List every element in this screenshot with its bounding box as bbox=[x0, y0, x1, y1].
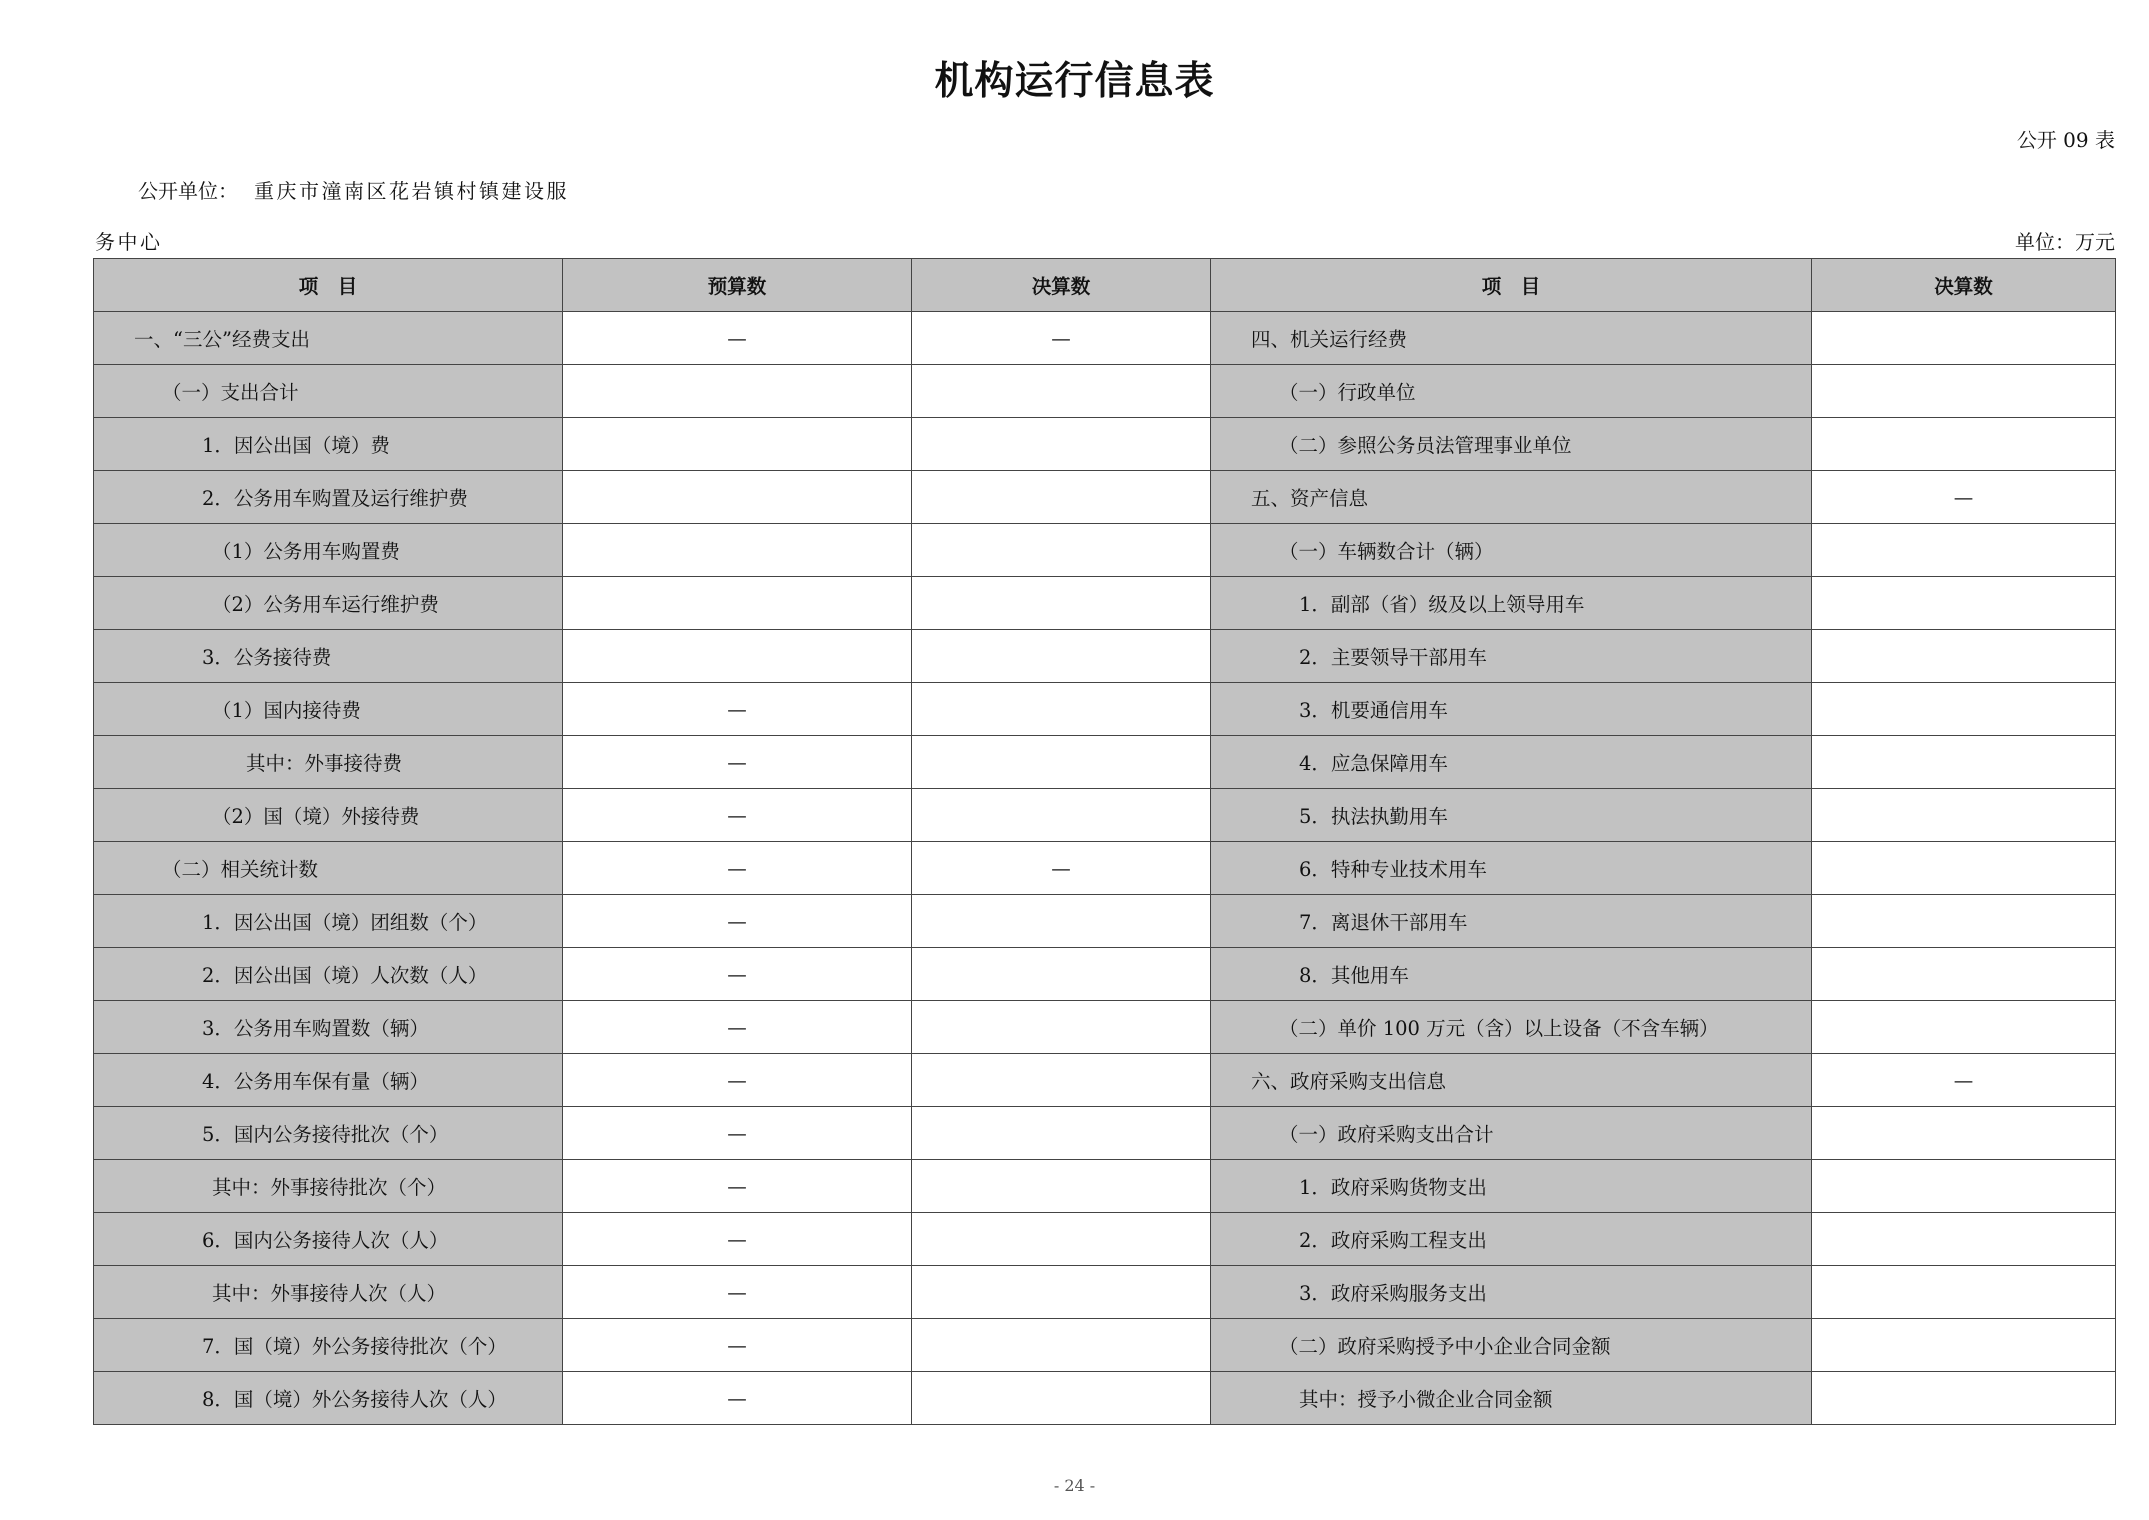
budget-cell: — bbox=[563, 683, 912, 736]
right-final-cell bbox=[1812, 1213, 2116, 1266]
right-item: 五、资产信息 bbox=[1211, 471, 1812, 524]
left-item: （1）公务用车购置费 bbox=[94, 524, 563, 577]
table-row bbox=[94, 1266, 2116, 1319]
right-final-cell bbox=[1812, 1319, 2116, 1372]
right-final-cell bbox=[1812, 789, 2116, 842]
right-final-cell bbox=[1812, 577, 2116, 630]
header-final-right: 决算数 bbox=[1812, 259, 2116, 312]
final-cell bbox=[912, 471, 1211, 524]
final-cell bbox=[912, 418, 1211, 471]
final-cell bbox=[912, 1001, 1211, 1054]
table-row bbox=[94, 1213, 2116, 1266]
right-item: 2．主要领导干部用车 bbox=[1211, 630, 1812, 683]
final-cell: — bbox=[912, 312, 1211, 365]
table-row bbox=[94, 1001, 2116, 1054]
table-row bbox=[94, 418, 2116, 471]
table-row bbox=[94, 736, 2116, 789]
left-item: 其中：外事接待批次（个） bbox=[94, 1160, 563, 1213]
table-row bbox=[94, 1319, 2116, 1372]
budget-cell: — bbox=[563, 1054, 912, 1107]
left-item: （二）相关统计数 bbox=[94, 842, 563, 895]
left-item: 其中：外事接待人次（人） bbox=[94, 1266, 563, 1319]
right-item: 四、机关运行经费 bbox=[1211, 312, 1812, 365]
table-row bbox=[94, 630, 2116, 683]
final-cell bbox=[912, 789, 1211, 842]
left-item: 1．因公出国（境）费 bbox=[94, 418, 563, 471]
right-final-cell bbox=[1812, 736, 2116, 789]
right-item: 3．政府采购服务支出 bbox=[1211, 1266, 1812, 1319]
budget-cell bbox=[563, 630, 912, 683]
right-item: 7．离退休干部用车 bbox=[1211, 895, 1812, 948]
left-item: 3．公务接待费 bbox=[94, 630, 563, 683]
left-item: （2）公务用车运行维护费 bbox=[94, 577, 563, 630]
table-row bbox=[94, 1160, 2116, 1213]
final-cell bbox=[912, 630, 1211, 683]
right-item: 5．执法执勤用车 bbox=[1211, 789, 1812, 842]
info-table bbox=[93, 258, 2116, 1425]
final-cell bbox=[912, 365, 1211, 418]
right-item: 其中：授予小微企业合同金额 bbox=[1211, 1372, 1812, 1425]
final-cell bbox=[912, 1319, 1211, 1372]
right-final-cell bbox=[1812, 524, 2116, 577]
right-item: （二）单价 100 万元（含）以上设备（不含车辆） bbox=[1211, 1001, 1812, 1054]
right-item: 4．应急保障用车 bbox=[1211, 736, 1812, 789]
final-cell bbox=[912, 948, 1211, 1001]
right-item: 6．特种专业技术用车 bbox=[1211, 842, 1812, 895]
unit-name: 重庆市潼南区花岩镇村镇建设服 bbox=[254, 179, 569, 203]
right-item: （二）政府采购授予中小企业合同金额 bbox=[1211, 1319, 1812, 1372]
right-item: （一）车辆数合计（辆） bbox=[1211, 524, 1812, 577]
right-final-cell bbox=[1812, 1372, 2116, 1425]
budget-cell: — bbox=[563, 1213, 912, 1266]
right-item: 2．政府采购工程支出 bbox=[1211, 1213, 1812, 1266]
budget-cell: — bbox=[563, 1372, 912, 1425]
right-final-cell bbox=[1812, 1001, 2116, 1054]
unit-label: 公开单位： bbox=[138, 179, 238, 203]
final-cell bbox=[912, 1160, 1211, 1213]
right-item: （二）参照公务员法管理事业单位 bbox=[1211, 418, 1812, 471]
table-body bbox=[94, 312, 2116, 1425]
table-row bbox=[94, 471, 2116, 524]
header-row bbox=[94, 259, 2116, 312]
budget-cell bbox=[563, 524, 912, 577]
budget-cell: — bbox=[563, 1266, 912, 1319]
right-final-cell bbox=[1812, 842, 2116, 895]
right-item: （一）政府采购支出合计 bbox=[1211, 1107, 1812, 1160]
budget-cell: — bbox=[563, 842, 912, 895]
final-cell: — bbox=[912, 842, 1211, 895]
budget-cell: — bbox=[563, 1319, 912, 1372]
table-code: 公开 09 表 bbox=[2016, 128, 2115, 152]
budget-cell: — bbox=[563, 1001, 912, 1054]
unit-line bbox=[138, 175, 569, 204]
left-item: 8．国（境）外公务接待人次（人） bbox=[94, 1372, 563, 1425]
left-item: （1）国内接待费 bbox=[94, 683, 563, 736]
table-row bbox=[94, 577, 2116, 630]
right-item: 3．机要通信用车 bbox=[1211, 683, 1812, 736]
budget-cell: — bbox=[563, 789, 912, 842]
final-cell bbox=[912, 1213, 1211, 1266]
left-item: 2．公务用车购置及运行维护费 bbox=[94, 471, 563, 524]
budget-cell bbox=[563, 365, 912, 418]
final-cell bbox=[912, 1107, 1211, 1160]
right-final-cell bbox=[1812, 1107, 2116, 1160]
table-row bbox=[94, 1054, 2116, 1107]
left-item: 3．公务用车购置数（辆） bbox=[94, 1001, 563, 1054]
header-final: 决算数 bbox=[912, 259, 1211, 312]
budget-cell: — bbox=[563, 895, 912, 948]
right-item: （一）行政单位 bbox=[1211, 365, 1812, 418]
unit-name-continued: 务中心 bbox=[95, 230, 163, 254]
final-cell bbox=[912, 524, 1211, 577]
left-item: 7．国（境）外公务接待批次（个） bbox=[94, 1319, 563, 1372]
budget-cell: — bbox=[563, 1160, 912, 1213]
final-cell bbox=[912, 577, 1211, 630]
budget-cell: — bbox=[563, 948, 912, 1001]
right-final-cell bbox=[1812, 895, 2116, 948]
table-row bbox=[94, 789, 2116, 842]
budget-cell bbox=[563, 577, 912, 630]
right-final-cell bbox=[1812, 418, 2116, 471]
right-final-cell: — bbox=[1812, 1054, 2116, 1107]
right-final-cell bbox=[1812, 1266, 2116, 1319]
right-item: 六、政府采购支出信息 bbox=[1211, 1054, 1812, 1107]
final-cell bbox=[912, 736, 1211, 789]
page-title: 机构运行信息表 bbox=[934, 59, 1215, 104]
right-item: 1．政府采购货物支出 bbox=[1211, 1160, 1812, 1213]
left-item: 6．国内公务接待人次（人） bbox=[94, 1213, 563, 1266]
currency-unit: 单位：万元 bbox=[2015, 230, 2115, 254]
left-item: 一、“三公”经费支出 bbox=[94, 312, 563, 365]
page-number: - 24 - bbox=[1053, 1476, 1096, 1495]
table-row bbox=[94, 1107, 2116, 1160]
header-budget: 预算数 bbox=[563, 259, 912, 312]
right-item: 8．其他用车 bbox=[1211, 948, 1812, 1001]
budget-cell bbox=[563, 471, 912, 524]
right-final-cell bbox=[1812, 365, 2116, 418]
left-item: （2）国（境）外接待费 bbox=[94, 789, 563, 842]
left-item: （一）支出合计 bbox=[94, 365, 563, 418]
budget-cell bbox=[563, 418, 912, 471]
table-row bbox=[94, 1372, 2116, 1425]
budget-cell: — bbox=[563, 736, 912, 789]
final-cell bbox=[912, 1054, 1211, 1107]
final-cell bbox=[912, 683, 1211, 736]
table-row bbox=[94, 365, 2116, 418]
left-item: 2．因公出国（境）人次数（人） bbox=[94, 948, 563, 1001]
left-item: 其中：外事接待费 bbox=[94, 736, 563, 789]
budget-cell: — bbox=[563, 1107, 912, 1160]
header-item-left: 项 目 bbox=[94, 259, 563, 312]
table-row bbox=[94, 683, 2116, 736]
table-row bbox=[94, 312, 2116, 365]
right-final-cell bbox=[1812, 312, 2116, 365]
final-cell bbox=[912, 895, 1211, 948]
left-item: 4．公务用车保有量（辆） bbox=[94, 1054, 563, 1107]
left-item: 5．国内公务接待批次（个） bbox=[94, 1107, 563, 1160]
table-row bbox=[94, 842, 2116, 895]
final-cell bbox=[912, 1372, 1211, 1425]
right-final-cell bbox=[1812, 948, 2116, 1001]
table-row bbox=[94, 524, 2116, 577]
right-final-cell bbox=[1812, 1160, 2116, 1213]
right-final-cell: — bbox=[1812, 471, 2116, 524]
right-item: 1．副部（省）级及以上领导用车 bbox=[1211, 577, 1812, 630]
right-final-cell bbox=[1812, 630, 2116, 683]
header-item-right: 项 目 bbox=[1211, 259, 1812, 312]
right-final-cell bbox=[1812, 683, 2116, 736]
left-item: 1．因公出国（境）团组数（个） bbox=[94, 895, 563, 948]
final-cell bbox=[912, 1266, 1211, 1319]
table-row bbox=[94, 895, 2116, 948]
table-row bbox=[94, 948, 2116, 1001]
budget-cell: — bbox=[563, 312, 912, 365]
